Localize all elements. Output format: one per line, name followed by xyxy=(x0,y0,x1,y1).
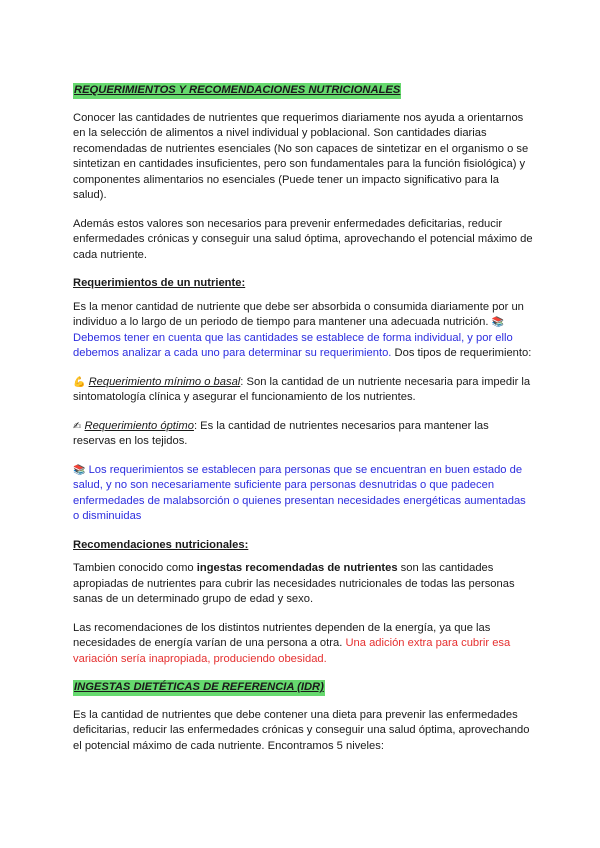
intro-paragraph-2: Además estos valores son necesarios para prevenir enfermedades deficitarias, reducir enfermedades crónicas y conseguir una salud óptima, aprovechando el potencial máximo de cada nutriente. xyxy=(73,217,533,261)
requirements-warning xyxy=(73,463,533,525)
idr-paragraph: Es la cantidad de nutrientes que debe contener una dieta para prevenir las enfermedades deficitarias, reducir las enfermedades crónicas y conseguir una salud óptima, aprovechando el potencial máximo de cada nutriente. Encontramos 5 niveles: xyxy=(73,708,530,752)
books-icon: 📚 xyxy=(73,464,86,476)
requirements-paragraph xyxy=(73,300,533,362)
recommendations-heading: Recomendaciones nutricionales: xyxy=(73,538,249,551)
optimal-requirement-label: Requerimiento óptimo xyxy=(84,419,194,432)
requirements-note-blue: Debemos tener en cuenta que las cantidades se establece de forma individual, y por ello debemos analizar a cada uno para determinar su requerimiento. xyxy=(73,331,513,359)
minimum-requirement-label: Requerimiento mínimo o basal xyxy=(88,375,241,388)
recommendations-text-a: Tambien conocido como xyxy=(73,562,197,574)
minimum-requirement-item xyxy=(73,375,533,406)
requirements-heading: Requerimientos de un nutriente: xyxy=(73,277,246,289)
optimal-requirement-text: : Es la cantidad de nutrientes necesarios para mantener las reservas en los tejidos. xyxy=(73,419,489,447)
requirements-definition: Es la menor cantidad de nutriente que debe ser absorbida o consumida diariamente por un individuo a lo largo de un periodo de tiempo para mantener una adecuada nutrición. xyxy=(73,300,524,328)
recommended-intakes-term: ingestas recomendadas de nutrientes xyxy=(196,562,398,574)
page-title: REQUERIMIENTOS Y RECOMENDACIONES NUTRICIONALES xyxy=(73,83,401,99)
muscle-icon: 💪 xyxy=(73,376,86,388)
requirements-types-intro: Dos tipos de requerimiento: xyxy=(394,347,532,359)
books-icon: 📚 xyxy=(491,317,505,328)
energy-warning-red: Una adición extra para cubrir esa variación sería inapropiada, produciendo obesidad. xyxy=(73,637,511,665)
minimum-requirement-text: : Son la cantidad de un nutriente necesaria para impedir la sintomatología clínica y asegurar el funcionamiento de los nutrientes. xyxy=(73,375,531,403)
recommendations-paragraph-1 xyxy=(73,561,533,608)
energy-text: Las recomendaciones de los distintos nutrientes dependen de la energía, ya que las necesidades de energía varían de una persona a otra. xyxy=(73,621,491,649)
requirements-warning-text: Los requerimientos se establecen para personas que se encuentran en buen estado de salud, y no son necesariamente suficiente para personas desnutridas o que padecen enfermedades de malabsorción o quienes presentan necesidades energéticas aumentadas o disminuidas xyxy=(73,463,526,522)
idr-heading: INGESTAS DIETÉTICAS DE REFERENCIA (IDR) xyxy=(73,680,325,696)
recommendations-paragraph-2 xyxy=(73,621,533,668)
recommendations-text-b: son las cantidades apropiadas de nutrientes para cubrir las necesidades nutricionales de todas las personas sanas de un determinado grupo de edad y sexo. xyxy=(73,562,515,605)
optimal-requirement-item xyxy=(73,419,533,450)
document-content xyxy=(73,83,533,767)
writing-hand-icon: ✍ xyxy=(73,420,82,432)
intro-paragraph-1: Conocer las cantidades de nutrientes que requerimos diariamente nos ayuda a orientarnos en la selección de alimentos a nivel individual y poblacional. Son cantidades diarias recomendadas de nutrientes esenciales (No son capaces de sintetizar en el organismo o se sintetizan en cantidades insuficientes, pero son fundamentales para la función fisiológica) y componentes alimentarios no esenciales (Puede tener un impacto significativo para la salud). xyxy=(73,111,529,201)
